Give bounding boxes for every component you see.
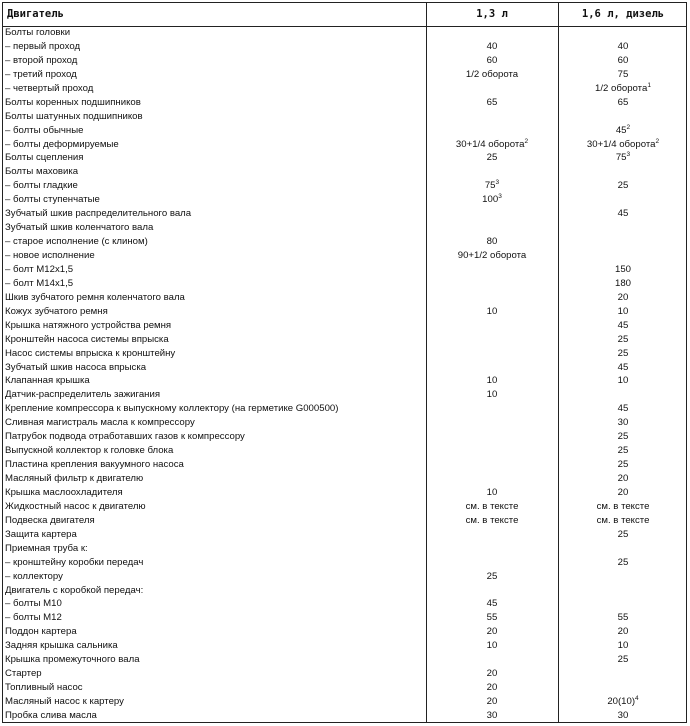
part-name [5, 82, 423, 96]
value-1-6l [558, 138, 688, 152]
part-name [5, 458, 423, 472]
part-name-text: Зубчатый шкив насоса впрыска [5, 361, 147, 373]
value-1-6l-text: 20 [617, 486, 629, 498]
part-name [5, 667, 423, 681]
footnote-mark: 2 [655, 137, 660, 145]
part-name-text: Патрубок подвода отработавших газов к компрессору [5, 431, 245, 443]
value-1-3l-text: 25 [486, 152, 498, 164]
part-name-text: Клапанная крышка [5, 375, 90, 387]
part-name [5, 681, 423, 695]
value-1-3l-text: 20 [486, 626, 498, 638]
table-row [3, 319, 686, 333]
part-name-text: – третий проход [5, 68, 77, 80]
value-1-6l [558, 430, 688, 444]
table-row [3, 235, 686, 249]
value-1-6l-text: 20(10) [607, 696, 636, 707]
value-1-3l-text: 10 [486, 389, 498, 401]
value-1-6l-text: 45 [617, 319, 629, 331]
value-1-6l [558, 444, 688, 458]
value-1-6l-text: 10 [617, 305, 629, 317]
value-1-6l-text: 75 [617, 68, 629, 80]
value-1-6l-text: 25 [617, 431, 629, 443]
part-name-text: – болты М10 [5, 598, 62, 610]
part-name-text: Пробка слива масла [5, 709, 97, 721]
part-name [5, 26, 423, 40]
value-1-3l-text: 25 [486, 570, 498, 582]
value-1-6l [558, 472, 688, 486]
part-name-text: Жидкостный насос к двигателю [5, 500, 146, 512]
value-1-6l [558, 514, 688, 528]
value-1-3l [426, 305, 558, 319]
value-1-6l-text: 25 [617, 459, 629, 471]
part-name [5, 291, 423, 305]
value-1-6l-text: 40 [617, 40, 629, 52]
part-name [5, 347, 423, 361]
value-1-6l-text: 25 [617, 333, 629, 345]
table-row [3, 96, 686, 110]
table-row [3, 291, 686, 305]
table-row [3, 82, 686, 96]
value-1-3l-text: 30+1/4 оборота [455, 138, 525, 150]
footnote-mark: 3 [495, 179, 500, 187]
part-name-text: – болт М14х1,5 [5, 277, 74, 289]
table-row [3, 207, 686, 221]
part-name-text: Болты сцепления [5, 152, 84, 164]
table-row [3, 486, 686, 500]
part-name [5, 361, 423, 375]
value-1-3l [426, 96, 558, 110]
value-1-3l [426, 193, 558, 207]
header-col-1-6l-diesel: 1,6 л, дизель [581, 8, 665, 20]
part-name [5, 124, 423, 138]
part-name-text: – болты гладкие [5, 180, 78, 192]
value-1-3l [426, 54, 558, 68]
part-name [5, 179, 423, 193]
value-1-6l-text: см. в тексте [596, 514, 650, 526]
value-1-3l-text: 90+1/2 оборота [457, 250, 527, 261]
part-name-text: Сливная магистраль масла к компрессору [5, 417, 195, 429]
table-row [3, 110, 686, 124]
value-1-3l-text: 75 [484, 180, 496, 192]
part-name [5, 653, 423, 667]
value-1-6l [558, 82, 688, 96]
table-row [3, 221, 686, 235]
table-row [3, 374, 686, 388]
part-name [5, 514, 423, 528]
part-name-text: Топливный насос [5, 682, 83, 694]
part-name [5, 430, 423, 444]
table-row [3, 347, 686, 361]
value-1-6l-text: 25 [617, 528, 629, 540]
part-name [5, 207, 423, 221]
part-name [5, 319, 423, 333]
value-1-3l-text: 10 [486, 486, 498, 498]
value-1-3l [426, 235, 558, 249]
part-name-text: Поддон картера [5, 626, 77, 638]
value-1-6l [558, 124, 688, 138]
value-1-6l [558, 500, 688, 514]
table-row [3, 40, 686, 54]
value-1-6l [558, 151, 688, 165]
part-name [5, 486, 423, 500]
table-row [3, 639, 686, 653]
part-name [5, 388, 423, 402]
value-1-6l-text: 45 [617, 361, 629, 373]
table-row [3, 584, 686, 598]
value-1-3l [426, 40, 558, 54]
table-row [3, 138, 686, 152]
value-1-6l [558, 207, 688, 221]
table-row [3, 277, 686, 291]
part-name-text: Крышка натяжного устройства ремня [5, 319, 172, 331]
value-1-3l-text: см. в тексте [465, 500, 519, 512]
part-name-text: Крышка маслоохладителя [5, 486, 123, 498]
value-1-3l-text: 10 [486, 375, 498, 387]
table-row [3, 542, 686, 556]
part-name [5, 165, 423, 179]
part-name-text: Болты маховика [5, 166, 79, 178]
part-name [5, 542, 423, 556]
value-1-6l-text: 20 [617, 473, 629, 484]
value-1-6l-text: 75 [615, 152, 627, 164]
table-row [3, 556, 686, 570]
part-name [5, 151, 423, 165]
value-1-6l [558, 709, 688, 723]
table-row [3, 611, 686, 625]
part-name [5, 500, 423, 514]
table-row [3, 124, 686, 138]
table-row [3, 430, 686, 444]
value-1-6l [558, 361, 688, 375]
value-1-6l [558, 653, 688, 667]
value-1-6l [558, 416, 688, 430]
table-body [3, 26, 686, 723]
table-row [3, 68, 686, 82]
value-1-3l [426, 611, 558, 625]
value-1-3l-text: 20 [486, 682, 498, 694]
part-name [5, 584, 423, 598]
part-name-text: – кронштейну коробки передач [5, 556, 144, 568]
part-name [5, 625, 423, 639]
value-1-6l [558, 556, 688, 570]
value-1-6l [558, 486, 688, 500]
table-row [3, 472, 686, 486]
part-name-text: – четвертый проход [5, 82, 94, 94]
value-1-3l-text: см. в тексте [465, 514, 519, 526]
value-1-6l [558, 96, 688, 110]
value-1-3l [426, 681, 558, 695]
table-row [3, 667, 686, 681]
table-row [3, 54, 686, 68]
value-1-6l-text: 25 [617, 556, 629, 568]
part-name-text: – болты М12 [5, 612, 62, 624]
table-row [3, 151, 686, 165]
value-1-6l-text: 10 [617, 640, 629, 652]
part-name [5, 402, 423, 416]
table-row [3, 709, 686, 723]
table-row [3, 528, 686, 542]
value-1-6l-text: 150 [614, 263, 631, 275]
value-1-3l-text: 100 [482, 194, 499, 206]
part-name-text: Зубчатый шкив распределительного вала [5, 208, 192, 220]
value-1-3l-text: 45 [486, 598, 498, 610]
table-row [3, 500, 686, 514]
part-name [5, 277, 423, 291]
value-1-6l-text: 20 [617, 626, 629, 638]
part-name [5, 374, 423, 388]
footnote-mark: 4 [635, 695, 639, 702]
part-name [5, 416, 423, 430]
value-1-3l-text: 60 [486, 54, 498, 66]
table-row [3, 402, 686, 416]
value-1-3l-text: 65 [486, 96, 498, 108]
part-name [5, 68, 423, 82]
part-name-text: Двигатель с коробкой передач: [5, 584, 144, 596]
value-1-3l [426, 570, 558, 584]
value-1-6l-text: 25 [617, 445, 629, 457]
value-1-6l [558, 54, 688, 68]
part-name-text: Болты головки [5, 27, 71, 38]
value-1-3l-text: 20 [486, 668, 498, 680]
part-name-text: – первый проход [5, 40, 81, 52]
part-name-text: – коллектору [5, 570, 63, 582]
part-name-text: Крышка промежуточного вала [5, 654, 140, 666]
value-1-3l [426, 597, 558, 611]
value-1-6l [558, 291, 688, 305]
value-1-6l [558, 333, 688, 347]
value-1-6l [558, 695, 688, 709]
part-name-text: – болты деформируемые [5, 138, 119, 150]
value-1-6l [558, 639, 688, 653]
part-name-text: Приемная труба к: [5, 542, 88, 554]
value-1-6l [558, 319, 688, 333]
value-1-6l [558, 263, 688, 277]
value-1-6l-text: см. в тексте [596, 500, 650, 512]
part-name [5, 444, 423, 458]
value-1-6l [558, 402, 688, 416]
value-1-6l-text: 55 [617, 612, 629, 624]
part-name [5, 709, 423, 723]
table-row [3, 416, 686, 430]
part-name [5, 695, 423, 709]
value-1-6l-text: 30+1/4 оборота [586, 138, 656, 150]
part-name [5, 597, 423, 611]
value-1-6l-text: 25 [617, 654, 629, 666]
header-engine: Двигатель [7, 8, 64, 20]
table-row [3, 333, 686, 347]
value-1-3l [426, 667, 558, 681]
value-1-6l-text: 180 [614, 277, 631, 289]
value-1-3l [426, 179, 558, 193]
value-1-6l [558, 68, 688, 82]
value-1-6l-text: 65 [617, 96, 629, 108]
part-name [5, 472, 423, 486]
value-1-3l [426, 500, 558, 514]
table-row [3, 193, 686, 207]
value-1-3l [426, 639, 558, 653]
value-1-3l-text: 80 [486, 236, 498, 248]
part-name-text: – болты ступенчатые [5, 194, 100, 206]
value-1-3l [426, 68, 558, 82]
part-name [5, 54, 423, 68]
part-name-text: Масляный насос к картеру [5, 696, 124, 707]
value-1-6l-text: 45 [615, 124, 627, 136]
part-name [5, 556, 423, 570]
table-row [3, 26, 686, 40]
table-row [3, 625, 686, 639]
header-col-1-3l: 1,3 л [476, 8, 508, 20]
part-name [5, 249, 423, 263]
value-1-6l-text: 10 [617, 375, 629, 387]
value-1-3l [426, 151, 558, 165]
value-1-6l [558, 277, 688, 291]
part-name [5, 528, 423, 542]
table-row [3, 444, 686, 458]
value-1-3l [426, 138, 558, 152]
part-name-text: Кожух зубчатого ремня [5, 305, 108, 317]
footnote-mark: 3 [498, 193, 502, 201]
part-name [5, 235, 423, 249]
part-name-text: Зубчатый шкив коленчатого вала [5, 222, 154, 234]
part-name [5, 40, 423, 54]
value-1-3l [426, 486, 558, 500]
table-row [3, 653, 686, 667]
part-name-text: – болты обычные [5, 124, 84, 136]
part-name-text: – старое исполнение (с клином) [5, 236, 148, 248]
part-name [5, 138, 423, 152]
value-1-3l [426, 388, 558, 402]
footnote-mark: 2 [626, 123, 631, 131]
table-row [3, 458, 686, 472]
value-1-3l-text: 10 [486, 305, 498, 317]
part-name-text: Защита картера [5, 528, 77, 540]
torque-specs-table [2, 2, 687, 723]
part-name [5, 305, 423, 319]
value-1-6l-text: 45 [617, 208, 629, 220]
part-name-text: Задняя крышка сальника [5, 640, 118, 652]
part-name-text: Подвеска двигателя [5, 514, 95, 526]
value-1-6l-text: 30 [617, 709, 629, 721]
value-1-3l-text: 20 [486, 696, 498, 707]
footnote-mark: 2 [524, 137, 529, 145]
part-name-text: Крепление компрессора к выпускному коллектору (на герметике G000500) [5, 403, 339, 415]
part-name [5, 611, 423, 625]
value-1-6l-text: 25 [617, 180, 629, 192]
part-name-text: Кронштейн насоса системы впрыска [5, 333, 169, 345]
value-1-6l-text: 30 [617, 417, 629, 429]
value-1-3l-text: 40 [486, 40, 498, 52]
table-row [3, 681, 686, 695]
value-1-6l-text: 20 [617, 291, 629, 303]
value-1-3l-text: 10 [486, 640, 498, 652]
table-row [3, 165, 686, 179]
table-row [3, 249, 686, 263]
part-name [5, 221, 423, 235]
value-1-6l-text: 45 [617, 403, 629, 415]
part-name-text: Шкив зубчатого ремня коленчатого вала [5, 291, 185, 303]
table-row [3, 179, 686, 193]
part-name-text: Масляный фильтр к двигателю [5, 473, 144, 484]
table-row [3, 597, 686, 611]
part-name-text: Болты шатунных подшипников [5, 110, 143, 122]
part-name [5, 193, 423, 207]
value-1-3l [426, 374, 558, 388]
value-1-3l [426, 249, 558, 263]
part-name [5, 110, 423, 124]
table-row [3, 570, 686, 584]
value-1-3l-text: 1/2 оборота [465, 68, 519, 80]
value-1-3l [426, 709, 558, 723]
value-1-3l-text: 30 [486, 709, 498, 721]
footnote-mark: 1 [647, 81, 651, 89]
part-name-text: Выпускной коллектор к головке блока [5, 445, 174, 457]
part-name-text: – второй проход [5, 54, 78, 66]
part-name-text: Насос системы впрыска к кронштейну [5, 347, 176, 359]
part-name-text: – болт М12х1,5 [5, 263, 74, 275]
part-name-text: Стартер [5, 668, 42, 680]
footnote-mark: 3 [626, 151, 631, 159]
value-1-6l [558, 179, 688, 193]
part-name [5, 570, 423, 584]
part-name [5, 263, 423, 277]
value-1-6l [558, 40, 688, 54]
value-1-6l [558, 374, 688, 388]
value-1-6l [558, 347, 688, 361]
value-1-6l-text: 25 [617, 347, 629, 359]
part-name-text: – новое исполнение [5, 250, 95, 261]
part-name-text: Болты коренных подшипников [5, 96, 141, 108]
table-row [3, 388, 686, 402]
table-row [3, 361, 686, 375]
value-1-6l [558, 305, 688, 319]
value-1-3l [426, 695, 558, 709]
part-name-text: Пластина крепления вакуумного насоса [5, 459, 184, 471]
value-1-6l [558, 611, 688, 625]
value-1-6l-text: 60 [617, 54, 629, 66]
value-1-6l [558, 625, 688, 639]
value-1-6l [558, 528, 688, 542]
part-name [5, 96, 423, 110]
table-row [3, 263, 686, 277]
value-1-3l [426, 625, 558, 639]
part-name [5, 333, 423, 347]
value-1-3l-text: 55 [486, 612, 498, 624]
part-name [5, 639, 423, 653]
table-row [3, 305, 686, 319]
value-1-3l [426, 514, 558, 528]
value-1-6l [558, 458, 688, 472]
table-row [3, 695, 686, 709]
value-1-6l-text: 1/2 оборота [595, 82, 648, 94]
table-row [3, 514, 686, 528]
part-name-text: Датчик-распределитель зажигания [5, 389, 161, 401]
